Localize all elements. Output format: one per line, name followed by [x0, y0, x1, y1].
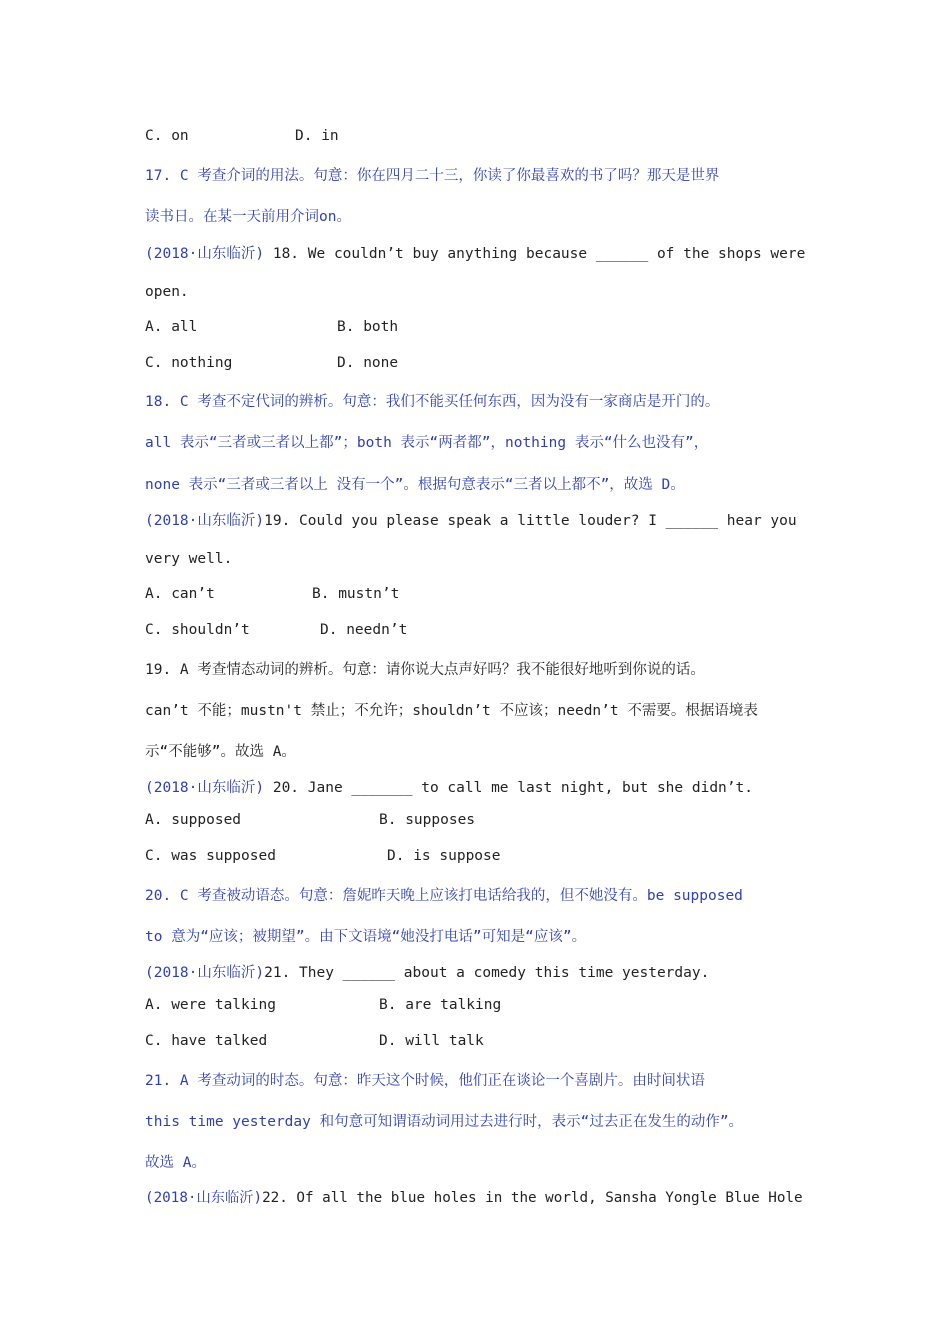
- question-20-text: 20. Jane _______ to call me last night, but she didn’t.: [264, 780, 753, 796]
- q18-option-b: B. both: [337, 319, 399, 335]
- answer-17-line-2: 读书日。在某一天前用介词on。: [145, 209, 351, 225]
- q19-option-b: B. mustn’t: [312, 586, 400, 602]
- answer-17-line-1: 17. C 考查介词的用法。句意：你在四月二十三，你读了你最喜欢的书了吗？那天是世界: [145, 168, 720, 184]
- q16-option-c: C. on: [145, 128, 189, 144]
- question-18-source: (2018·山东临沂): [145, 246, 265, 262]
- q21-option-c: C. have talked: [145, 1033, 268, 1049]
- q16-option-d: D. in: [295, 128, 339, 144]
- question-22-source: (2018·山东临沂): [145, 1190, 263, 1206]
- q19-option-d: D. needn’t: [320, 622, 408, 638]
- answer-21-line-2: this time yesterday 和句意可知谓语动词用过去进行时，表示“过去正在发生的动作”。: [145, 1114, 744, 1130]
- q18-option-a: A. all: [145, 319, 198, 335]
- answer-18-line-2: all 表示“三者或三者以上都”；both 表示“两者都”，nothing 表示“什么也没有”，: [145, 435, 709, 451]
- question-22-text: 22. Of all the blue holes in the world, Sansha Yongle Blue Hole: [262, 1190, 803, 1206]
- answer-19-line-1: 19. A 考查情态动词的辨析。句意：请你说大点声好吗？我不能很好地听到你说的话。: [145, 662, 705, 678]
- question-19-stem: [145, 509, 810, 530]
- answer-21-line-3: 故选 A。: [145, 1155, 206, 1171]
- question-19-source: (2018·山东临沂): [145, 513, 265, 529]
- q20-option-a: A. supposed: [145, 812, 242, 828]
- question-18-stem-line-2: open.: [145, 284, 189, 300]
- question-18-stem: [145, 242, 810, 263]
- q20-option-b: B. supposes: [379, 812, 476, 828]
- question-20-stem: [145, 776, 810, 797]
- q19-option-c: C. shouldn’t: [145, 622, 250, 638]
- question-19-text: 19. Could you please speak a little louder? I ______ hear you: [264, 513, 797, 529]
- q21-option-b: B. are talking: [379, 997, 502, 1013]
- question-21-source: (2018·山东临沂): [145, 965, 265, 981]
- q19-option-a: A. can’t: [145, 586, 215, 602]
- answer-18-line-1: 18. C 考查不定代词的辨析。句意：我们不能买任何东西，因为没有一家商店是开门的。: [145, 394, 720, 410]
- question-22-stem: [145, 1187, 810, 1207]
- q21-option-d: D. will talk: [379, 1033, 484, 1049]
- answer-19-line-3: 示“不能够”。故选 A。: [145, 744, 296, 760]
- question-21-text: 21. They ______ about a comedy this time yesterday.: [264, 965, 710, 981]
- question-21-stem: [145, 961, 810, 982]
- question-19-stem-line-2: very well.: [145, 551, 233, 567]
- answer-20-line-2: to 意为“应该；被期望”。由下文语境“她没打电话”可知是“应该”。: [145, 929, 587, 945]
- question-20-source: (2018·山东临沂): [145, 780, 265, 796]
- q20-option-c: C. was supposed: [145, 848, 276, 864]
- answer-19-line-2: can’t 不能；mustn't 禁止；不允许；shouldn’t 不应该；needn’t 不需要。根据语境表: [145, 703, 758, 719]
- q20-option-d: D. is suppose: [387, 848, 501, 864]
- q18-option-d: D. none: [337, 355, 399, 371]
- answer-18-line-3: none 表示“三者或三者以上 没有一个”。根据句意表示“三者以上都不”，故选 D。: [145, 477, 685, 493]
- q18-option-c: C. nothing: [145, 355, 233, 371]
- question-18-text: 18. We couldn’t buy anything because ______ of the shops were: [264, 246, 806, 262]
- q21-option-a: A. were talking: [145, 997, 276, 1013]
- answer-21-line-1: 21. A 考查动词的时态。句意：昨天这个时候，他们正在谈论一个喜剧片。由时间状语: [145, 1073, 705, 1089]
- answer-20-line-1: 20. C 考查被动语态。句意：詹妮昨天晚上应该打电话给我的，但不她没有。be supposed: [145, 888, 743, 904]
